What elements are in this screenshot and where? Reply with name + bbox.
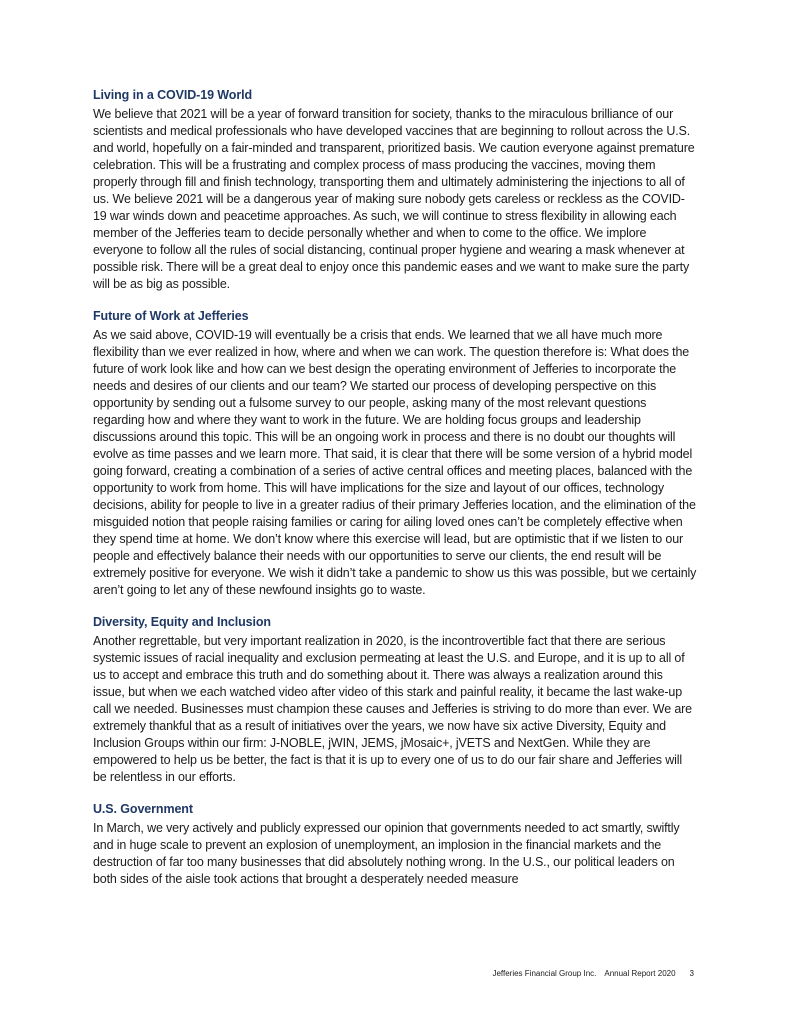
section-paragraph: Another regrettable, but very important realization in 2020, is the incontrovertible fact that there are serious systemic issues of racial inequality and exclusion permeating at least the U.S. and Europe, and it is up to all of us to accept and embrace this truth and do something about it. There was always a realization around this issue, but when we each watched video after video of this stark and painful reality, it became the last wake-up call we needed. Businesses must champion these causes and Jefferies is striving to do more than ever. We are extremely thankful that as a result of initiatives over the years, we now have six active Diversity, Equity and Inclusion Groups within our firm: J-NOBLE, jWIN, JEMS, jMosaic+, jVETS and NextGen. While they are empowered to help us be better, the fact is that it is up to every one of us to do our fair share and Jefferies will be relentless in our efforts.	[93, 634, 692, 784]
page-number: 3	[689, 969, 694, 978]
section-us-government	[93, 800, 697, 888]
section-paragraph: As we said above, COVID-19 will eventually be a crisis that ends. We learned that we all have much more flexibility than we ever realized in how, where and when we can work. The question therefore is: What does the future of work look like and how can we best design the operating environment of Jefferies to incorporate the needs and desires of our clients and our team? We started our process of developing perspective on this opportunity by sending out a fulsome survey to our people, asking many of the most relevant questions regarding how and where they want to work in the future. We are holding focus groups and leadership discussions around this topic. This will be an ongoing work in process and there is no doubt our thoughts will evolve as time passes and we learn more. That said, it is clear that there will be some version of a hybrid model going forward, creating a combination of a series of active central offices and meeting places, balanced with the opportunity to work from home. This will have implications for the size and layout of our offices, technology decisions, ability for people to live in a greater radius of their primary Jefferies location, and the elimination of the misguided notion that people raising families or caring for ailing loved ones can’t be completely effective when they spend time at home. We don’t know where this exercise will lead, but are optimistic that if we listen to our people and effectively balance their needs with our opportunities to serve our clients, the end result will be extremely positive for everyone. We wish it didn’t take a pandemic to show us this was possible, but we certainly aren’t going to let any of these newfound insights go to waste.	[93, 328, 697, 597]
section-future-of-work	[93, 307, 697, 599]
section-living-in-covid-world	[93, 86, 697, 293]
section-heading: Diversity, Equity and Inclusion	[93, 615, 271, 629]
letter-content	[93, 86, 697, 902]
footer-report-title: Annual Report 2020	[604, 969, 676, 978]
section-diversity-equity-inclusion	[93, 613, 697, 786]
section-paragraph: In March, we very actively and publicly expressed our opinion that governments needed to act smartly, swiftly and in huge scale to prevent an explosion of unemployment, an implosion in the financial markets and the destruction of far too many businesses that did absolutely nothing wrong. In the U.S., our political leaders on both sides of the aisle took actions that brought a desperately needed measure	[93, 821, 680, 886]
section-heading: Living in a COVID-19 World	[93, 88, 252, 102]
page-footer	[492, 969, 694, 979]
section-heading: Future of Work at Jefferies	[93, 309, 249, 323]
section-heading: U.S. Government	[93, 802, 193, 816]
footer-company: Jefferies Financial Group Inc.	[492, 969, 597, 978]
section-paragraph: We believe that 2021 will be a year of forward transition for society, thanks to the miraculous brilliance of our scientists and medical professionals who have developed vaccines that are beginning to rollout across the U.S. and world, hopefully on a fair-minded and transparent, prioritized basis. We caution everyone against premature celebration. This will be a frustrating and complex process of mass producing the vaccines, moving them properly through fill and finish technology, transporting them and ultimately administering the injections to all of us. We believe 2021 will be a dangerous year of making sure nobody gets careless or reckless as the COVID-19 war winds down and peacetime approaches. As such, we will continue to stress flexibility in allowing each member of the Jefferies team to decide personally whether and when to come to the office. We implore everyone to follow all the rules of social distancing, continual proper hygiene and wearing a mask whenever at possible risk. There will be a great deal to enjoy once this pandemic eases and we want to make sure the party will be as big as possible.	[93, 107, 695, 291]
